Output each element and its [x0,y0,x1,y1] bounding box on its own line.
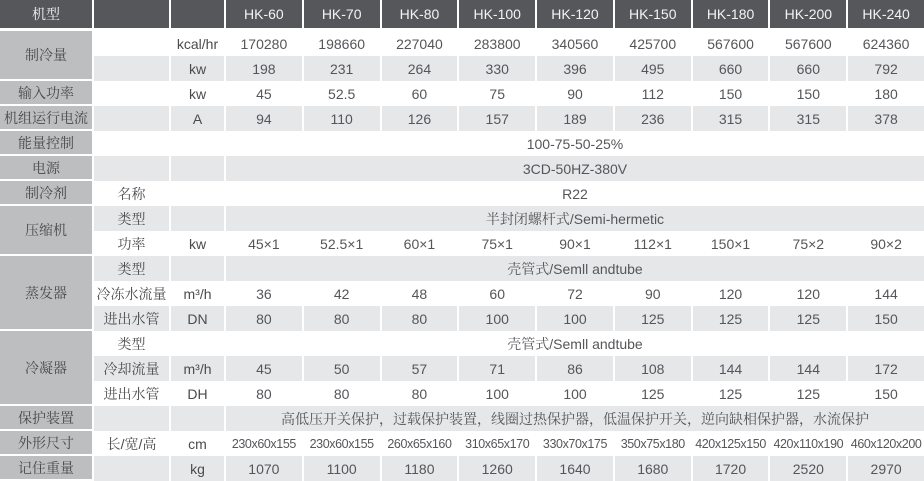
data-cell: 150 [693,81,769,106]
data-cell: 150 [848,306,924,331]
sub-label-cell: 类型 [94,256,169,281]
merged-value-cell: 3CD-50HZ-380V [226,156,924,181]
empty-cell [171,131,224,156]
data-cell: 110 [304,106,380,131]
merged-value-cell: R22 [226,181,924,206]
unit-cell: m³/h [171,281,224,306]
data-cell: 48 [382,281,458,306]
data-cell: 1260 [459,456,535,481]
data-cell: 52.5×1 [304,231,380,256]
category-cell: 蒸发器 [0,256,92,331]
data-cell: 180 [848,81,924,106]
data-cell: 60 [382,81,458,106]
data-cell: 90 [615,281,691,306]
data-cell: 2520 [770,456,846,481]
model-header-cell: HK-70 [304,0,380,28]
data-cell: 80 [304,306,380,331]
data-cell: 45 [226,356,302,381]
model-header-label: 机型 [0,0,92,28]
header-spacer-cell [171,0,224,28]
empty-cell [94,31,169,56]
sub-label-cell: 进出水管 [94,381,169,406]
model-header-cell: HK-180 [693,0,769,28]
data-cell: 792 [848,56,924,81]
data-cell: 198 [226,56,302,81]
data-cell: 125 [615,381,691,406]
data-cell: 1720 [693,456,769,481]
data-cell: 425700 [615,31,691,56]
data-cell: 86 [537,356,613,381]
model-header-cell: HK-60 [226,0,302,28]
category-cell: 机组运行电流 [0,106,92,131]
category-cell: 电源 [0,156,92,181]
unit-cell: kw [171,81,224,106]
sub-label-cell: 冷冻水流量 [94,281,169,306]
data-cell: 144 [693,356,769,381]
data-cell: 1180 [382,456,458,481]
data-cell: 90×2 [848,231,924,256]
model-header-cell: HK-120 [537,0,613,28]
data-cell: 170280 [226,31,302,56]
empty-cell [94,406,169,431]
data-cell: 100 [459,306,535,331]
data-cell: 396 [537,56,613,81]
category-cell: 制冷剂 [0,181,92,206]
merged-value-cell: 半封闭螺杆式/Semi-hermetic [226,206,924,231]
data-cell: 108 [615,356,691,381]
data-cell: 45×1 [226,231,302,256]
sub-label-cell: 功率 [94,231,169,256]
data-cell: 50 [304,356,380,381]
data-cell: 264 [382,56,458,81]
data-cell: 150 [848,381,924,406]
unit-cell: kg [171,456,224,481]
data-cell: 45 [226,81,302,106]
data-cell: 660 [770,56,846,81]
empty-cell [171,181,224,206]
category-cell: 冷凝器 [0,331,92,406]
data-cell: 126 [382,106,458,131]
data-cell: 624360 [848,31,924,56]
model-header-cell: HK-80 [382,0,458,28]
data-cell: 230x60x155 [304,431,380,456]
data-cell: 460x120x200 [848,431,924,456]
data-cell: 1100 [304,456,380,481]
sub-label-cell: 名称 [94,181,169,206]
data-cell: 172 [848,356,924,381]
merged-value-cell: 100-75-50-25% [226,131,924,156]
data-cell: 80 [382,381,458,406]
sub-label-cell: 长/宽/高 [94,431,169,456]
data-cell: 112 [615,81,691,106]
empty-cell [171,156,224,181]
unit-cell: kcal/hr [171,31,224,56]
unit-cell: m³/h [171,356,224,381]
data-cell: 125 [770,306,846,331]
data-cell: 227040 [382,31,458,56]
merged-value-cell: 高低压开关保护，过载保护装置，线圈过热保护器，低温保护开关，逆向缺相保护器，水流保护 [226,406,924,431]
data-cell: 1070 [226,456,302,481]
data-cell: 420x110x190 [770,431,846,456]
data-cell: 100 [459,381,535,406]
empty-cell [94,456,169,481]
data-cell: 60×1 [382,231,458,256]
category-cell: 保护装置 [0,406,92,431]
category-cell: 压缩机 [0,206,92,256]
data-cell: 80 [226,381,302,406]
category-cell: 记住重量 [0,456,92,481]
data-cell: 42 [304,281,380,306]
data-cell: 1640 [537,456,613,481]
data-cell: 125 [615,306,691,331]
data-cell: 495 [615,56,691,81]
data-cell: 36 [226,281,302,306]
unit-cell: cm [171,431,224,456]
data-cell: 60 [459,281,535,306]
empty-cell [94,81,169,106]
data-cell: 236 [615,106,691,131]
model-header-cell: HK-150 [615,0,691,28]
unit-cell: kw [171,231,224,256]
data-cell: 567600 [770,31,846,56]
data-cell: 330x70x175 [537,431,613,456]
data-cell: 72 [537,281,613,306]
data-cell: 260x65x160 [382,431,458,456]
category-cell: 输入功率 [0,81,92,106]
data-cell: 57 [382,356,458,381]
data-cell: 150 [770,81,846,106]
data-cell: 378 [848,106,924,131]
empty-cell [94,131,169,156]
model-header-cell: HK-100 [459,0,535,28]
empty-cell [94,106,169,131]
data-cell: 350x75x180 [615,431,691,456]
data-cell: 315 [770,106,846,131]
header-spacer-cell [94,0,169,28]
unit-cell: A [171,106,224,131]
data-cell: 100 [537,306,613,331]
data-cell: 189 [537,106,613,131]
merged-value-cell: 壳管式/Semll andtube [226,331,924,356]
data-cell: 330 [459,56,535,81]
data-cell: 310x65x170 [459,431,535,456]
empty-cell [171,256,224,281]
data-cell: 80 [226,306,302,331]
unit-cell: kw [171,56,224,81]
category-cell: 能量控制 [0,131,92,156]
sub-label-cell: 类型 [94,331,169,356]
sub-label-cell: 进出水管 [94,306,169,331]
data-cell: 125 [770,381,846,406]
data-cell: 71 [459,356,535,381]
data-cell: 125 [693,306,769,331]
empty-cell [94,156,169,181]
data-cell: 90×1 [537,231,613,256]
data-cell: 315 [693,106,769,131]
data-cell: 80 [382,306,458,331]
empty-cell [171,406,224,431]
unit-cell: DH [171,381,224,406]
data-cell: 230x60x155 [226,431,302,456]
merged-value-cell: 壳管式/Semll andtube [226,256,924,281]
data-cell: 112×1 [615,231,691,256]
data-cell: 80 [304,381,380,406]
model-header-cell: HK-240 [848,0,924,28]
data-cell: 144 [770,356,846,381]
data-cell: 2970 [848,456,924,481]
data-cell: 340560 [537,31,613,56]
empty-cell [94,56,169,81]
data-cell: 567600 [693,31,769,56]
data-cell: 198660 [304,31,380,56]
model-header-cell: HK-200 [770,0,846,28]
category-cell: 外形尺寸 [0,431,92,456]
data-cell: 231 [304,56,380,81]
data-cell: 90 [537,81,613,106]
data-cell: 120 [693,281,769,306]
data-cell: 144 [848,281,924,306]
empty-cell [171,206,224,231]
category-cell: 制冷量 [0,31,92,81]
data-cell: 120 [770,281,846,306]
data-cell: 75 [459,81,535,106]
data-cell: 420x125x150 [693,431,769,456]
data-cell: 1680 [615,456,691,481]
data-cell: 52.5 [304,81,380,106]
sub-label-cell: 类型 [94,206,169,231]
data-cell: 283800 [459,31,535,56]
data-cell: 94 [226,106,302,131]
data-cell: 75×2 [770,231,846,256]
data-cell: 125 [693,381,769,406]
unit-cell: DN [171,306,224,331]
sub-label-cell: 冷却流量 [94,356,169,381]
data-cell: 157 [459,106,535,131]
data-cell: 100 [537,381,613,406]
empty-cell [171,331,224,356]
data-cell: 660 [693,56,769,81]
data-cell: 150×1 [693,231,769,256]
data-cell: 75×1 [459,231,535,256]
